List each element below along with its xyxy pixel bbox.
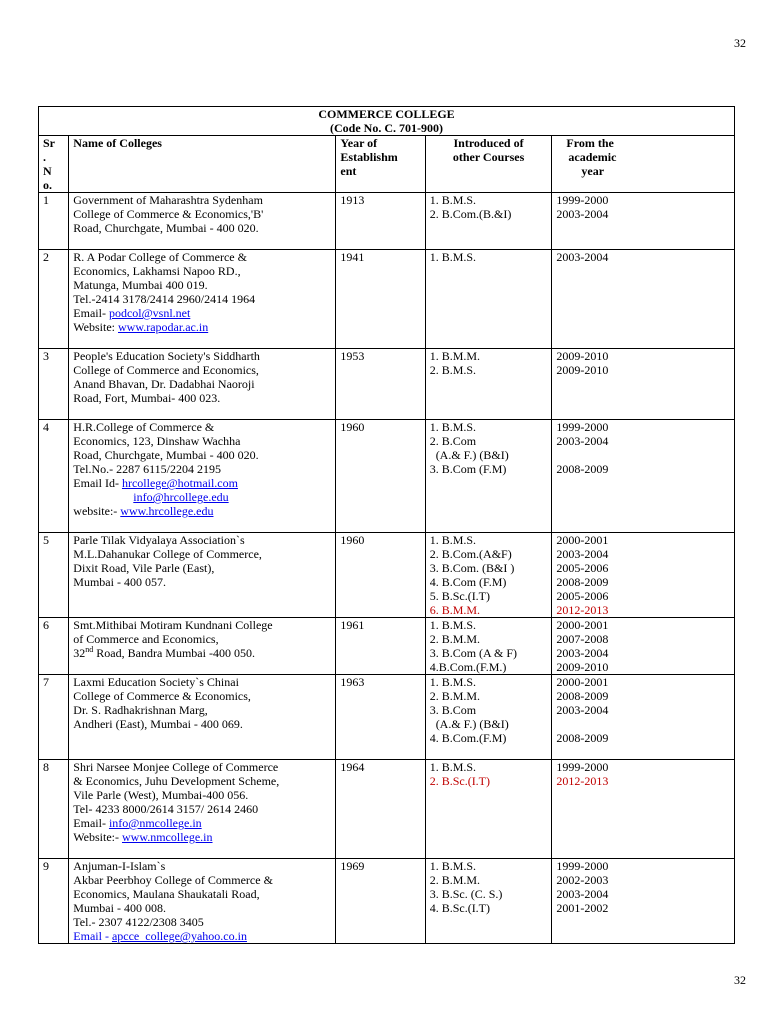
row-courses: 1. B.M.S. 2. B.M.M. 3. B.Sc. (C. S.) 4. B.Sc.(I.T)	[425, 859, 552, 944]
table-row	[39, 760, 735, 859]
row-year: 1969	[336, 859, 425, 944]
row-year: 1941	[336, 250, 425, 349]
table-header-row	[39, 136, 735, 193]
email-link[interactable]: apcce_college@yahoo.co.in	[111, 929, 247, 943]
row-year: 1913	[336, 193, 425, 250]
row-name: R. A Podar College of Commerce & Economics, Lakhamsi Napoo RD., Matunga, Mumbai 400 019. Tel.-2414 3178/2414 2960/2414 1964 Email- podcol@vsnl.net Website: www.rapodar.ac.in	[69, 250, 336, 349]
row-courses: 1. B.M.S. 2. B.M.M. 3. B.Com (A & F) 4.B.Com.(F.M.)	[425, 618, 552, 675]
row-from: 2000-2001 2007-2008 2003-2004 2009-2010	[552, 618, 735, 675]
row-from: 1999-2000 2003-2004 2008-2009	[552, 420, 735, 533]
row-sr: 7	[39, 675, 69, 760]
row-courses: 1. B.M.S. 2. B.Com (A.& F.) (B&I) 3. B.Com (F.M)	[425, 420, 552, 533]
page-number-top: 32	[734, 36, 746, 50]
row-name: Government of Maharashtra Sydenham College of Commerce & Economics,'B' Road, Churchgate, Mumbai - 400 020.	[69, 193, 336, 250]
row-from: 2000-2001 2003-2004 2005-2006 2008-2009 2005-2006 2012-2013	[552, 533, 735, 618]
row-sr: 2	[39, 250, 69, 349]
row-name: Laxmi Education Society`s Chinai College of Commerce & Economics, Dr. S. Radhakrishnan Marg, Andheri (East), Mumbai - 400 069.	[69, 675, 336, 760]
row-courses: 1. B.M.S. 2. B.Com.(B.&I)	[425, 193, 552, 250]
table-row	[39, 420, 735, 533]
row-courses: 1. B.M.M. 2. B.M.S.	[425, 349, 552, 420]
row-name: Smt.Mithibai Motiram Kundnani College of Commerce and Economics, 32nd Road, Bandra Mumbai -400 050.	[69, 618, 336, 675]
table-title-cell	[39, 107, 735, 136]
row-year: 1961	[336, 618, 425, 675]
row-from: 1999-2000 2003-2004	[552, 193, 735, 250]
row-courses: 1. B.M.S. 2. B.Sc.(I.T)	[425, 760, 552, 859]
table-row	[39, 675, 735, 760]
header-courses: Introduced of other Courses	[425, 136, 552, 193]
page-number-bottom: 32	[734, 973, 746, 987]
row-year: 1960	[336, 533, 425, 618]
row-sr: 4	[39, 420, 69, 533]
row-name: Parle Tilak Vidyalaya Association`s M.L.Dahanukar College of Commerce, Dixit Road, Vile Parle (East), Mumbai - 400 057.	[69, 533, 336, 618]
row-courses: 1. B.M.S. 2. B.Com.(A&F) 3. B.Com. (B&I ) 4. B.Com (F.M) 5. B.Sc.(I.T) 6. B.M.M.	[425, 533, 552, 618]
row-courses: 1. B.M.S.	[425, 250, 552, 349]
website-link[interactable]: www.nmcollege.in	[121, 830, 213, 844]
row-year: 1960	[336, 420, 425, 533]
row-sr: 9	[39, 859, 69, 944]
table-row	[39, 250, 735, 349]
row-name: Shri Narsee Monjee College of Commerce & Economics, Juhu Development Scheme, Vile Parle (West), Mumbai-400 056. Tel- 4233 8000/2614 3157/ 2614 2460 Email- info@nmcollege.in Website:- www.nmcollege.in	[69, 760, 336, 859]
row-sr: 5	[39, 533, 69, 618]
table-code: (Code No. C. 701-900)	[330, 121, 443, 135]
website-link[interactable]: www.rapodar.ac.in	[118, 320, 209, 334]
new-course: 2. B.Sc.(I.T)	[429, 774, 491, 788]
row-year: 1953	[336, 349, 425, 420]
row-name: H.R.College of Commerce & Economics, 123, Dinshaw Wachha Road, Churchgate, Mumbai - 400 020. Tel.No.- 2287 6115/2204 2195 Email Id- hrcollege@hotmail.com info@hrcollege.edu website:- www.hrcollege.edu	[69, 420, 336, 533]
row-from: 2003-2004	[552, 250, 735, 349]
table-title: COMMERCE COLLEGE	[318, 107, 455, 121]
row-sr: 6	[39, 618, 69, 675]
header-from-year: From the academic year	[552, 136, 735, 193]
header-sr-no: Sr . N o.	[39, 136, 69, 193]
email-link[interactable]: info@nmcollege.in	[108, 816, 202, 830]
row-name: People's Education Society's Siddharth College of Commerce and Economics, Anand Bhavan, Dr. Dadabhai Naoroji Road, Fort, Mumbai- 400 023.	[69, 349, 336, 420]
row-sr: 1	[39, 193, 69, 250]
row-year: 1963	[336, 675, 425, 760]
new-from-year: 2012-2013	[556, 603, 609, 617]
row-sr: 8	[39, 760, 69, 859]
table-row	[39, 193, 735, 250]
table-row	[39, 859, 735, 944]
table-row	[39, 349, 735, 420]
new-course: 6. B.M.M.	[429, 603, 481, 617]
row-from: 2000-2001 2008-2009 2003-2004 2008-2009	[552, 675, 735, 760]
website-link[interactable]: www.hrcollege.edu	[120, 504, 214, 518]
commerce-college-table	[38, 106, 735, 944]
new-from-year: 2012-2013	[556, 774, 609, 788]
email-link-2[interactable]: info@hrcollege.edu	[133, 490, 229, 504]
row-from: 2009-2010 2009-2010	[552, 349, 735, 420]
row-year: 1964	[336, 760, 425, 859]
table-row	[39, 618, 735, 675]
table-row	[39, 533, 735, 618]
table-title-row	[39, 107, 735, 136]
header-year: Year of Establishm ent	[336, 136, 425, 193]
row-from: 1999-2000 2002-2003 2003-2004 2001-2002	[552, 859, 735, 944]
row-sr: 3	[39, 349, 69, 420]
row-courses: 1. B.M.S. 2. B.M.M. 3. B.Com (A.& F.) (B&I) 4. B.Com.(F.M)	[425, 675, 552, 760]
header-name: Name of Colleges	[69, 136, 336, 193]
email-link[interactable]: podcol@vsnl.net	[108, 306, 191, 320]
row-from: 1999-2000 2012-2013	[552, 760, 735, 859]
email-link[interactable]: hrcollege@hotmail.com	[121, 476, 238, 490]
row-name: Anjuman-I-Islam`s Akbar Peerbhoy College of Commerce & Economics, Maulana Shaukatali Road, Mumbai - 400 008. Tel.- 2307 4122/2308 3405 Email - apcce_college@yahoo.co.in	[69, 859, 336, 944]
